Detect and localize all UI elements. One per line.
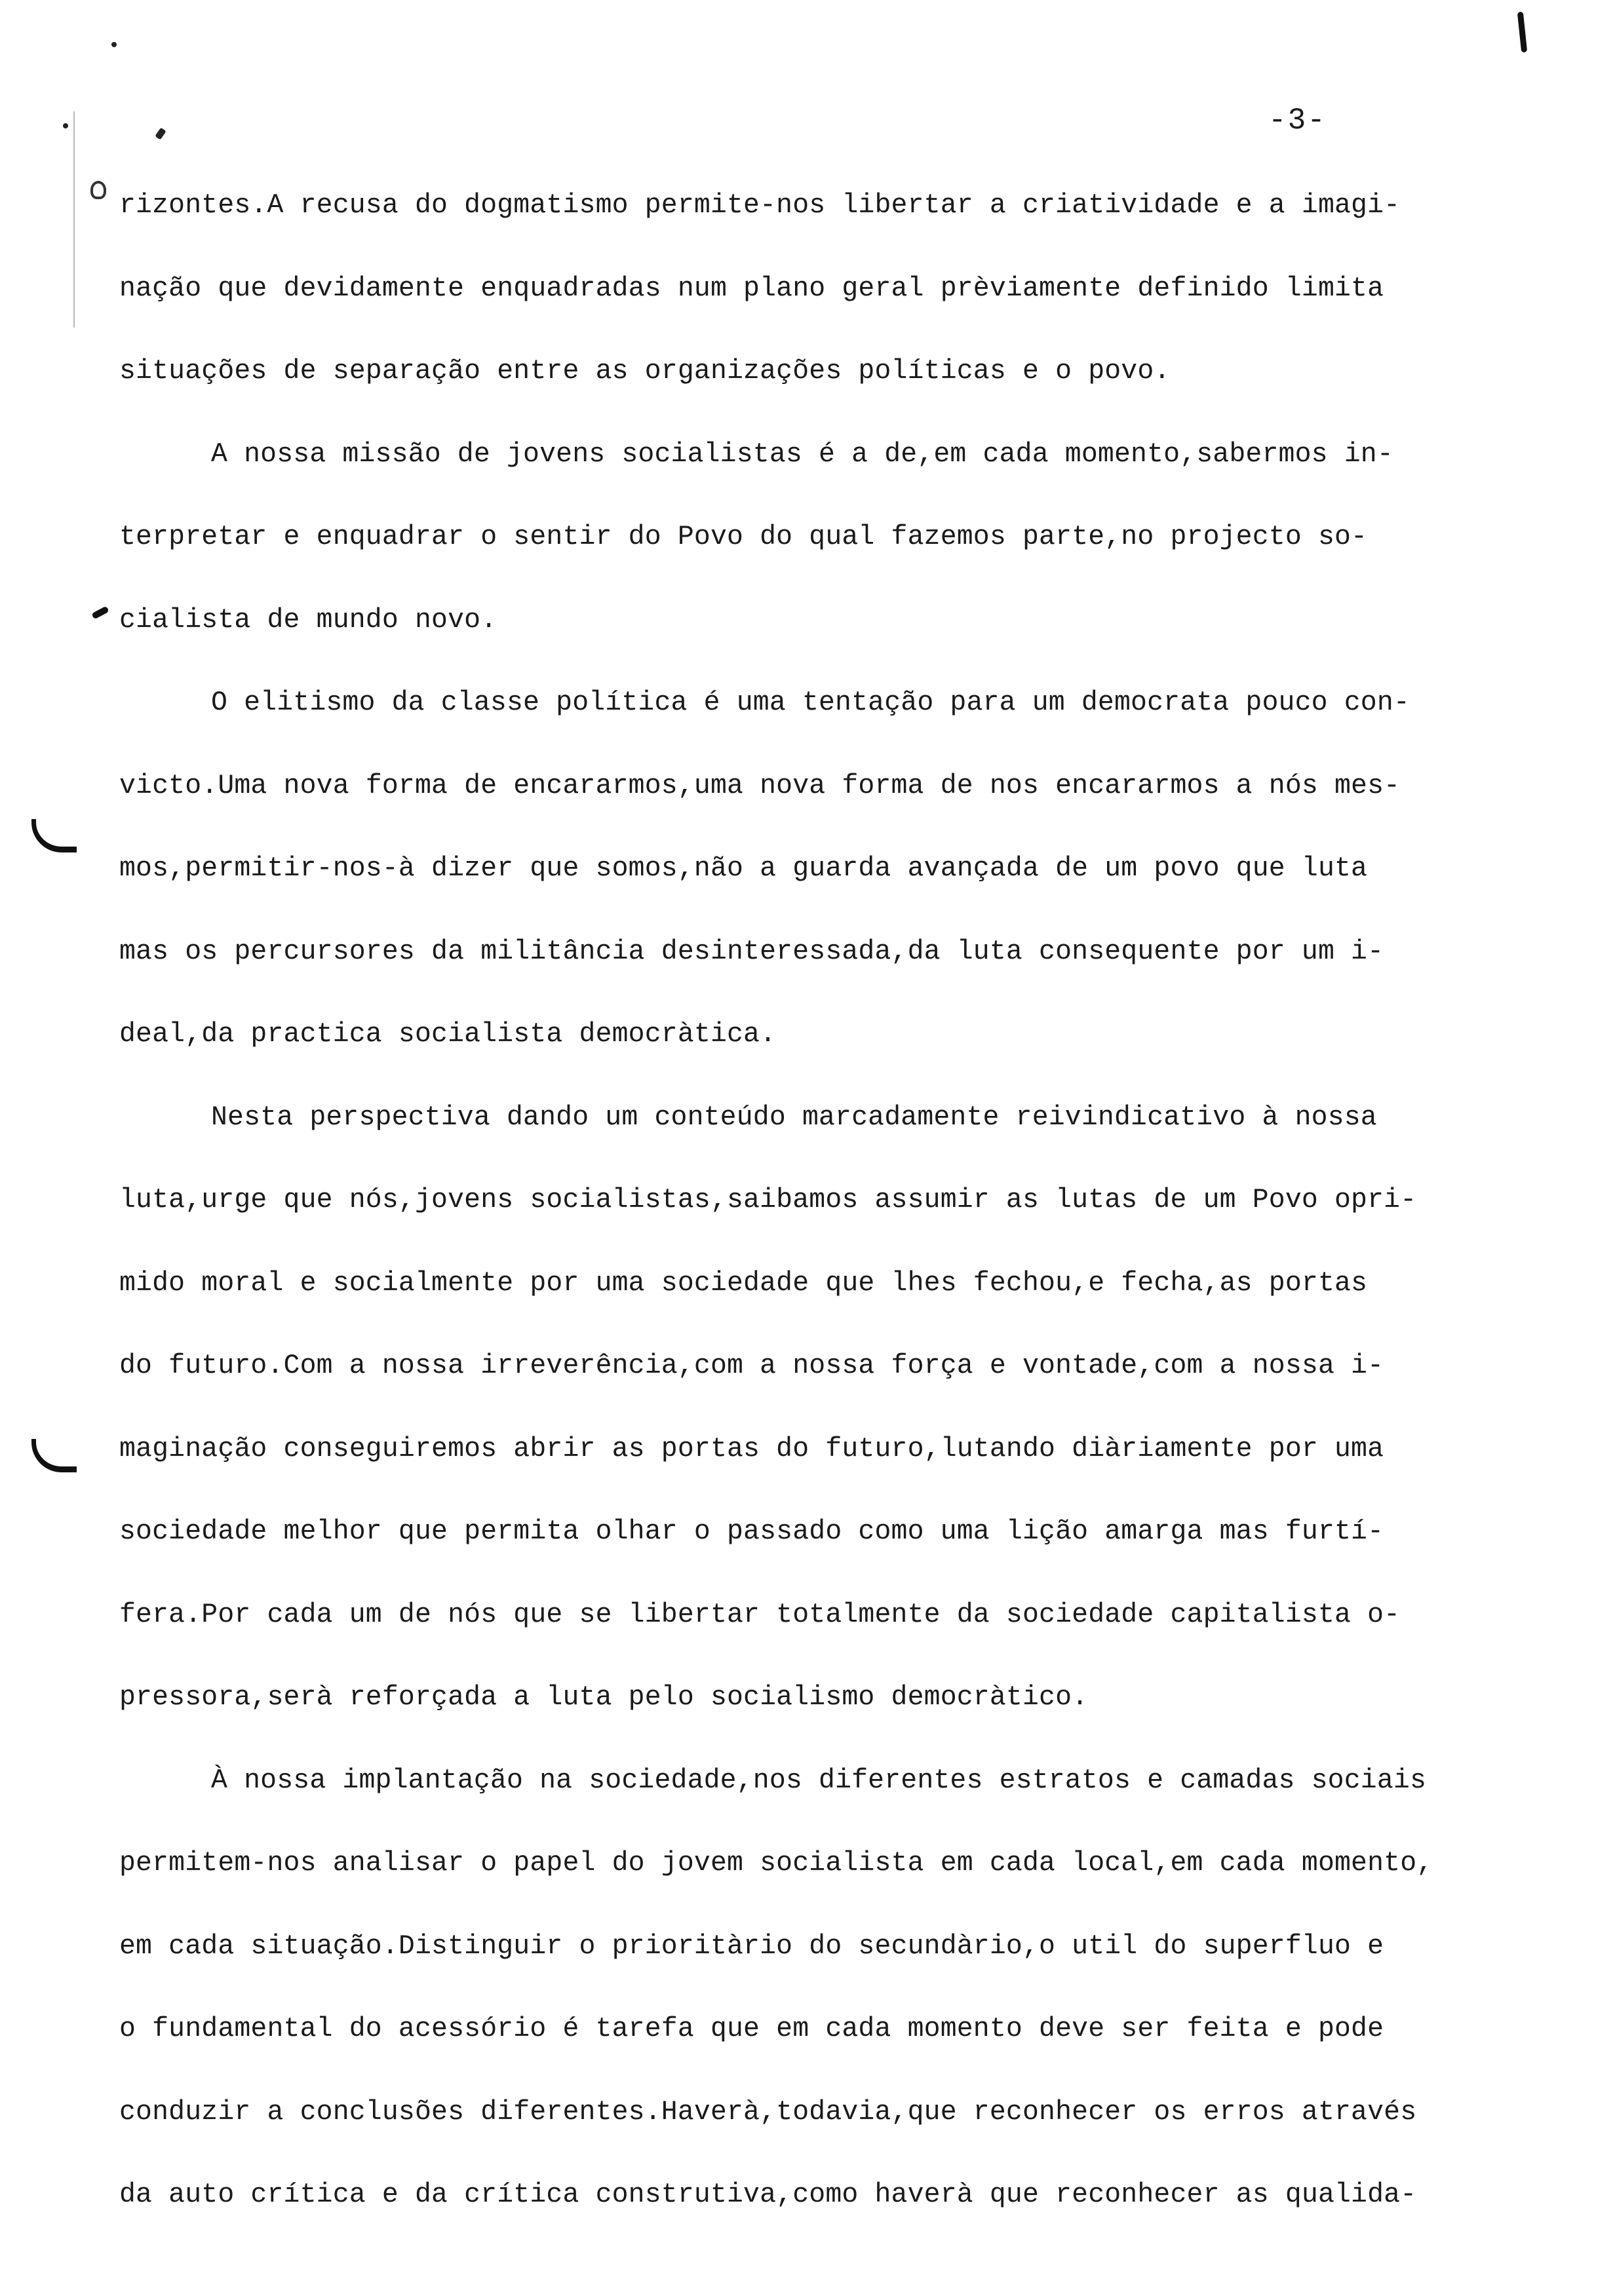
text-line: em cada situação.Distinguir o prioritàrio do secundàrio,o util do superfluo e [119,1930,1384,1962]
text-line: A nossa missão de jovens socialistas é a de,em cada momento,sabermos in- [211,438,1393,470]
text-line: do futuro.Com a nossa irreverência,com a nossa força e vontade,com a nossa i- [119,1350,1384,1381]
margin-rule [73,111,75,328]
corner-ink-mark [1517,12,1527,53]
text-line: situações de separação entre as organizações políticas e o povo. [119,356,1171,387]
ink-dash [91,605,109,619]
body-text [119,185,1522,2257]
ink-dot [63,123,68,128]
ink-dot [111,42,117,47]
text-line: deal,da practica socialista democràtica. [119,1019,777,1050]
text-line: À nossa implantação na sociedade,nos diferentes estratos e camadas sociais [211,1765,1426,1796]
text-line: nação que devidamente enquadradas num plano geral prèviamente definido limita [119,273,1384,304]
text-line: conduzir a conclusões diferentes.Haverà,todavia,que reconhecer os erros através [119,2096,1417,2128]
text-line: Nesta perspectiva dando um conteúdo marcadamente reivindicativo à nossa [211,1101,1377,1133]
text-line: rizontes.A recusa do dogmatismo permite-nos libertar a criatividade e a imagi- [119,190,1401,221]
text-line: mos,permitir-nos-à dizer que somos,não a guarda avançada de um povo que luta [119,853,1368,884]
text-line: mas os percursores da militância desinteressada,da luta consequente por um i- [119,936,1384,967]
ink-tick [155,128,166,140]
ink-mark [90,181,106,199]
text-line: sociedade melhor que permita olhar o passado como uma lição amarga mas furtí- [119,1516,1384,1547]
text-line: luta,urge que nós,jovens socialistas,saibamos assumir as lutas de um Povo opri- [119,1185,1417,1215]
margin-bracket-mark [31,1439,77,1472]
text-line: fera.Por cada um de nós que se libertar totalmente da sociedade capitalista o- [119,1599,1401,1630]
page-number: -3- [1268,104,1327,138]
text-line: terpretar e enquadrar o sentir do Povo do qual fazemos parte,no projecto so- [119,522,1368,552]
text-line: o fundamental do acessório é tarefa que em cada momento deve ser feita e pode [119,2014,1384,2044]
text-line: pressora,serà reforçada a luta pelo socialismo democràtico. [119,1682,1089,1713]
text-line: permitem-nos analisar o papel do jovem socialista em cada local,em cada momento, [119,1848,1433,1879]
text-line: cialista de mundo novo. [119,604,497,636]
text-line: da auto crítica e da crítica construtiva,como haverà que reconhecer as qualida- [119,2179,1417,2210]
text-line: maginação conseguiremos abrir as portas do futuro,lutando diàriamente por uma [119,1433,1384,1464]
text-line: victo.Uma nova forma de encararmos,uma nova forma de nos encararmos a nós mes- [119,770,1401,801]
text-line: mido moral e socialmente por uma sociedade que lhes fechou,e fecha,as portas [119,1267,1368,1299]
text-line: O elitismo da classe política é uma tentação para um democrata pouco con- [211,687,1410,718]
margin-bracket-mark [31,819,77,852]
